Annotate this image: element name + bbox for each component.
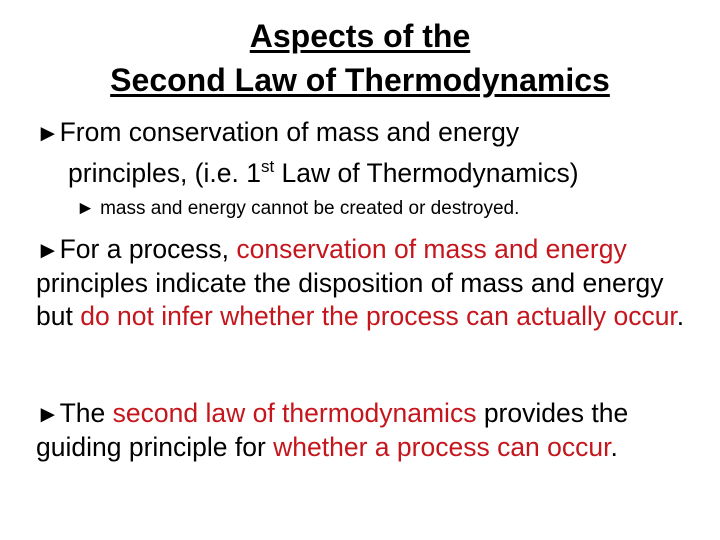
bullet-2-highlight-1: conservation of mass and energy [236,234,627,264]
sub-bullet-1 [76,196,519,222]
slide-title [0,14,720,102]
bullet-3-text-3: . [610,432,618,462]
bullet-3-text-2: provides the guiding principle for [36,398,629,462]
title-line-2: Second Law of Thermodynamics [110,62,610,98]
bullet-2-text-3: . [676,301,685,331]
bullet-arrow-icon: ► [36,237,60,264]
bullet-1-line-2-end: Law of Thermodynamics) [274,157,579,188]
bullet-2 [36,233,696,333]
bullet-3 [36,397,686,464]
bullet-3-highlight-1: second law of thermodynamics [112,398,477,428]
bullet-2-highlight-2: do not infer whether the process can actually occur [80,301,677,331]
sub-bullet-1-text: mass and energy cannot be created or destroyed. [94,198,520,219]
title-line-1: Aspects of the [249,18,471,54]
sub-bullet-arrow-icon: ► [76,198,95,219]
bullet-1-line-1: From conservation of mass and energy [59,117,520,147]
bullet-1 [36,116,696,190]
bullet-3-highlight-2: whether a process can occur [273,432,611,462]
bullet-2-text-2: principles indicate the disposition of mass and energy but [36,268,664,331]
bullet-2-text-1: For a process, [59,234,237,264]
bullet-arrow-icon: ► [36,401,60,428]
bullet-3-text-1: The [59,398,113,428]
ordinal-superscript: st [260,157,275,176]
bullet-1-line-2-text: principles, (i.e. 1 [68,157,261,188]
bullet-arrow-icon: ► [36,120,60,147]
bullet-1-line-2 [36,158,579,188]
